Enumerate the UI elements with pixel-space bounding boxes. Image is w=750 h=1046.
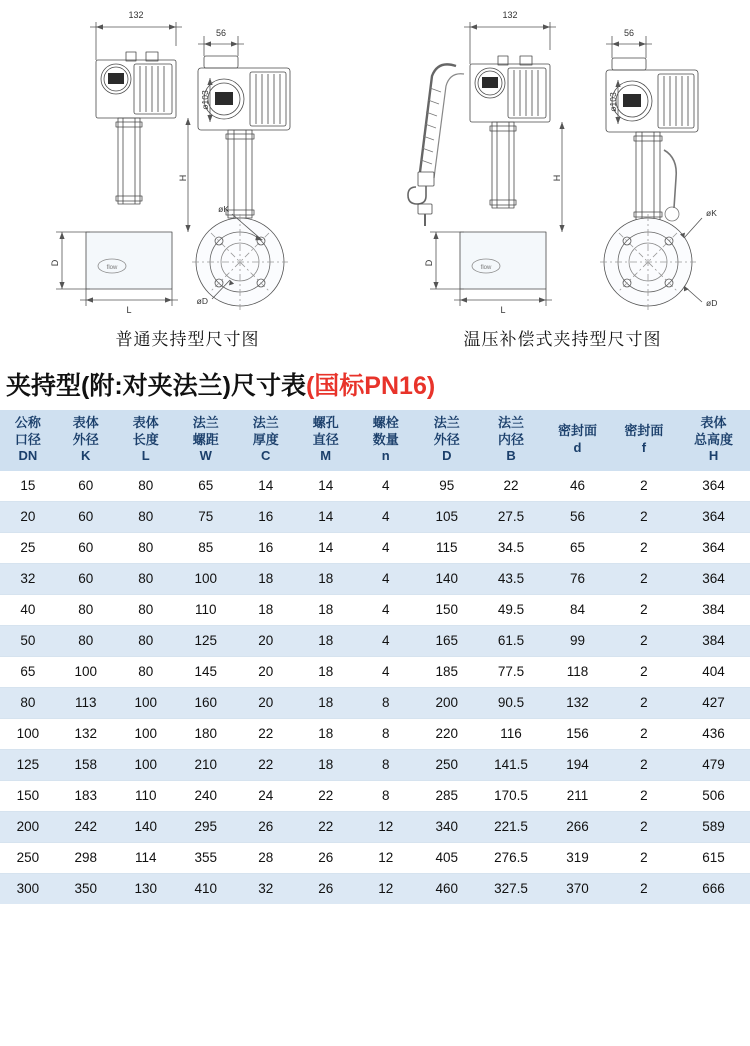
table-header-name: 螺栓 (372, 415, 399, 430)
table-cell: 95 (416, 471, 478, 502)
drawing-right-side-view (408, 10, 717, 315)
table-header-name: 外径 (433, 431, 460, 447)
dimension-table (0, 410, 750, 904)
table-cell: 80 (116, 656, 176, 687)
table-cell: 140 (416, 563, 478, 594)
table-header-name: 法兰 (433, 415, 460, 430)
table-header-name: 法兰 (192, 415, 219, 430)
drawing-captions (0, 325, 750, 350)
table-cell: 80 (116, 532, 176, 563)
table-cell: 165 (416, 625, 478, 656)
table-cell: 80 (116, 594, 176, 625)
table-header-cell (611, 410, 677, 471)
dim-left-D: D (50, 259, 60, 267)
table-header-cell (356, 410, 416, 471)
table-header-symbol: B (506, 448, 516, 464)
table-cell: 384 (677, 625, 750, 656)
table-cell: 22 (236, 749, 296, 780)
table-cell: 110 (116, 780, 176, 811)
table-cell: 220 (416, 718, 478, 749)
page-title-accent: (国标PN16) (305, 372, 436, 400)
table-cell: 22 (478, 471, 544, 502)
table-header-name: 口径 (14, 431, 41, 447)
table-cell: 350 (56, 873, 116, 904)
table-cell: 2 (611, 501, 677, 532)
table-cell: 100 (0, 718, 56, 749)
table-cell: 18 (296, 656, 356, 687)
table-cell: 80 (116, 471, 176, 502)
table-cell: 2 (611, 842, 677, 873)
table-cell: 460 (416, 873, 478, 904)
table-header-name: 法兰 (498, 415, 525, 430)
table-cell: 319 (544, 842, 610, 873)
dim-right-oD: øD (706, 298, 718, 308)
flow-logo-right: flow (480, 265, 492, 271)
table-cell: 118 (544, 656, 610, 687)
table-cell: 4 (356, 563, 416, 594)
table-cell: 615 (677, 842, 750, 873)
table-cell: 160 (176, 687, 236, 718)
dimension-drawings (0, 0, 750, 360)
table-cell: 2 (611, 780, 677, 811)
table-cell: 180 (176, 718, 236, 749)
table-cell: 2 (611, 563, 677, 594)
table-cell: 32 (236, 873, 296, 904)
table-header-name: 数量 (372, 431, 399, 447)
table-cell: 125 (176, 625, 236, 656)
table-cell: 285 (416, 780, 478, 811)
table-header-name: 内径 (498, 431, 525, 447)
dim-left-56: 56 (215, 28, 227, 38)
table-cell: 266 (544, 811, 610, 842)
table-header-symbol: D (442, 448, 452, 464)
table-cell: 14 (296, 532, 356, 563)
table-cell: 8 (356, 780, 416, 811)
drawing-canvas (0, 0, 750, 325)
table-cell: 364 (677, 532, 750, 563)
table-cell: 8 (356, 687, 416, 718)
table-header-name: 密封面 (624, 423, 664, 439)
table-header-symbol: H (708, 448, 719, 464)
table-header-name: 外径 (72, 431, 99, 447)
table-cell: 14 (236, 471, 296, 502)
table-cell: 150 (0, 780, 56, 811)
table-cell: 158 (56, 749, 116, 780)
table-cell: 56 (544, 501, 610, 532)
table-cell: 666 (677, 873, 750, 904)
table-cell: 113 (56, 687, 116, 718)
table-cell: 14 (296, 501, 356, 532)
table-cell: 2 (611, 625, 677, 656)
table-cell: 370 (544, 873, 610, 904)
table-cell: 27.5 (478, 501, 544, 532)
table-cell: 18 (296, 749, 356, 780)
dim-right-132: 132 (502, 10, 518, 20)
table-cell: 2 (611, 687, 677, 718)
table-header-cell (677, 410, 750, 471)
table-cell: 221.5 (478, 811, 544, 842)
table-row (0, 501, 750, 532)
dim-right-o103: ø103 (608, 92, 618, 112)
table-cell: 60 (56, 471, 116, 502)
table-row (0, 842, 750, 873)
table-cell: 589 (677, 811, 750, 842)
table-cell: 156 (544, 718, 610, 749)
table-cell: 50 (0, 625, 56, 656)
table-row (0, 687, 750, 718)
table-cell: 364 (677, 501, 750, 532)
table-cell: 18 (296, 718, 356, 749)
table-cell: 14 (296, 471, 356, 502)
table-header-symbol: W (199, 448, 212, 464)
table-cell: 145 (176, 656, 236, 687)
table-cell: 141.5 (478, 749, 544, 780)
table-header-name: 公称 (14, 415, 41, 430)
table-cell: 276.5 (478, 842, 544, 873)
table-cell: 18 (296, 687, 356, 718)
table-cell: 80 (116, 563, 176, 594)
table-cell: 26 (296, 842, 356, 873)
table-cell: 32 (0, 563, 56, 594)
table-cell: 2 (611, 656, 677, 687)
table-cell: 100 (116, 687, 176, 718)
table-cell: 80 (56, 594, 116, 625)
table-header-name: 总高度 (694, 431, 734, 447)
drawing-left-side-view (50, 10, 290, 315)
table-cell: 240 (176, 780, 236, 811)
table-row (0, 625, 750, 656)
table-cell: 427 (677, 687, 750, 718)
table-header-cell (176, 410, 236, 471)
table-cell: 90.5 (478, 687, 544, 718)
table-header-symbol: M (320, 448, 332, 464)
table-header-name: 密封面 (557, 423, 597, 439)
table-header-symbol: K (81, 448, 91, 464)
table-header-symbol: DN (18, 448, 38, 464)
table-header-row (0, 410, 750, 471)
table-cell: 300 (0, 873, 56, 904)
caption-left: 普通夹持型尺寸图 (115, 330, 260, 349)
table-cell: 2 (611, 811, 677, 842)
table-cell: 80 (116, 501, 176, 532)
table-cell: 2 (611, 471, 677, 502)
table-cell: 4 (356, 471, 416, 502)
table-cell: 80 (116, 625, 176, 656)
table-cell: 185 (416, 656, 478, 687)
table-cell: 132 (56, 718, 116, 749)
dim-right-D: D (424, 259, 434, 267)
table-cell: 4 (356, 594, 416, 625)
table-cell: 43.5 (478, 563, 544, 594)
table-cell: 22 (236, 718, 296, 749)
table-header-symbol: n (381, 448, 390, 464)
table-cell: 116 (478, 718, 544, 749)
table-cell: 200 (416, 687, 478, 718)
table-cell: 8 (356, 749, 416, 780)
table-cell: 16 (236, 532, 296, 563)
table-header-cell (56, 410, 116, 471)
table-cell: 125 (0, 749, 56, 780)
table-header-cell (116, 410, 176, 471)
table-cell: 404 (677, 656, 750, 687)
table-cell: 49.5 (478, 594, 544, 625)
table-cell: 18 (236, 563, 296, 594)
table-cell: 183 (56, 780, 116, 811)
table-cell: 26 (296, 873, 356, 904)
dim-left-oD: øD (196, 296, 208, 306)
table-header-name: 表体 (132, 415, 159, 430)
table-cell: 110 (176, 594, 236, 625)
table-cell: 65 (544, 532, 610, 563)
table-cell: 295 (176, 811, 236, 842)
table-header-name: 法兰 (252, 415, 279, 430)
table-cell: 84 (544, 594, 610, 625)
table-cell: 80 (0, 687, 56, 718)
dim-right-L: L (500, 305, 506, 315)
table-cell: 2 (611, 532, 677, 563)
table-cell: 20 (236, 625, 296, 656)
table-cell: 20 (236, 656, 296, 687)
table-cell: 12 (356, 873, 416, 904)
table-cell: 65 (176, 471, 236, 502)
table-cell: 65 (0, 656, 56, 687)
dim-right-oK: øK (706, 208, 717, 218)
table-cell: 364 (677, 471, 750, 502)
table-cell: 355 (176, 842, 236, 873)
table-cell: 60 (56, 501, 116, 532)
table-cell: 24 (236, 780, 296, 811)
table-cell: 210 (176, 749, 236, 780)
table-cell: 105 (416, 501, 478, 532)
table-cell: 4 (356, 656, 416, 687)
table-header-name: 表体 (72, 415, 99, 430)
table-header (0, 410, 750, 471)
table-cell: 8 (356, 718, 416, 749)
table-cell: 2 (611, 594, 677, 625)
table-header-name: 螺孔 (312, 415, 339, 430)
table-cell: 140 (116, 811, 176, 842)
table-cell: 4 (356, 501, 416, 532)
table-cell: 60 (56, 532, 116, 563)
table-cell: 80 (56, 625, 116, 656)
table-body (0, 471, 750, 904)
table-header-symbol: f (641, 439, 647, 455)
table-header-cell (236, 410, 296, 471)
table-cell: 61.5 (478, 625, 544, 656)
table-cell: 384 (677, 594, 750, 625)
table-cell: 211 (544, 780, 610, 811)
table-row (0, 780, 750, 811)
flow-logo-left: flow (106, 265, 118, 271)
table-cell: 150 (416, 594, 478, 625)
table-cell: 4 (356, 532, 416, 563)
table-cell: 18 (236, 594, 296, 625)
table-cell: 46 (544, 471, 610, 502)
table-cell: 410 (176, 873, 236, 904)
table-cell: 40 (0, 594, 56, 625)
table-cell: 12 (356, 842, 416, 873)
table-cell: 114 (116, 842, 176, 873)
table-row (0, 718, 750, 749)
table-cell: 77.5 (478, 656, 544, 687)
table-cell: 194 (544, 749, 610, 780)
table-cell: 115 (416, 532, 478, 563)
table-cell: 22 (296, 811, 356, 842)
table-header-cell (296, 410, 356, 471)
table-header-cell (0, 410, 56, 471)
table-row (0, 594, 750, 625)
table-cell: 479 (677, 749, 750, 780)
table-cell: 12 (356, 811, 416, 842)
table-cell: 18 (296, 594, 356, 625)
table-cell: 100 (116, 749, 176, 780)
dim-right-56: 56 (623, 28, 635, 38)
table-cell: 436 (677, 718, 750, 749)
table-header-symbol: d (573, 439, 582, 455)
table-cell: 34.5 (478, 532, 544, 563)
table-header-name: 直径 (312, 431, 339, 447)
table-cell: 506 (677, 780, 750, 811)
table-cell: 2 (611, 749, 677, 780)
table-header-cell (544, 410, 610, 471)
dim-left-L: L (126, 305, 132, 315)
table-cell: 75 (176, 501, 236, 532)
dim-left-H: H (178, 174, 188, 182)
table-cell: 2 (611, 873, 677, 904)
table-header-cell (478, 410, 544, 471)
table-row (0, 811, 750, 842)
table-cell: 242 (56, 811, 116, 842)
dim-left-o103: ø103 (200, 90, 210, 110)
table-cell: 298 (56, 842, 116, 873)
table-row (0, 532, 750, 563)
table-cell: 364 (677, 563, 750, 594)
table-cell: 28 (236, 842, 296, 873)
table-cell: 100 (116, 718, 176, 749)
table-cell: 340 (416, 811, 478, 842)
caption-right: 温压补偿式夹持型尺寸图 (463, 330, 662, 349)
table-cell: 2 (611, 718, 677, 749)
table-cell: 20 (236, 687, 296, 718)
table-row (0, 873, 750, 904)
dim-left-oK: øK (218, 204, 229, 214)
table-cell: 4 (356, 625, 416, 656)
table-cell: 22 (296, 780, 356, 811)
table-cell: 26 (236, 811, 296, 842)
table-cell: 327.5 (478, 873, 544, 904)
dim-left-132: 132 (128, 10, 144, 20)
table-cell: 99 (544, 625, 610, 656)
table-cell: 200 (0, 811, 56, 842)
table-row (0, 471, 750, 502)
table-cell: 85 (176, 532, 236, 563)
page-title (0, 360, 750, 410)
table-header-name: 螺距 (192, 431, 219, 447)
table-header-symbol: C (261, 448, 271, 464)
table-cell: 405 (416, 842, 478, 873)
table-cell: 132 (544, 687, 610, 718)
table-row (0, 656, 750, 687)
table-cell: 130 (116, 873, 176, 904)
table-cell: 100 (176, 563, 236, 594)
table-cell: 25 (0, 532, 56, 563)
table-cell: 250 (416, 749, 478, 780)
table-header-name: 表体 (700, 415, 727, 430)
page-title-main: 夹持型(附:对夹法兰)尺寸表 (6, 372, 306, 400)
table-cell: 76 (544, 563, 610, 594)
table-cell: 15 (0, 471, 56, 502)
dim-right-H: H (552, 174, 562, 182)
table-cell: 18 (296, 563, 356, 594)
table-cell: 18 (296, 625, 356, 656)
table-cell: 20 (0, 501, 56, 532)
table-header-symbol: L (141, 448, 150, 464)
table-cell: 250 (0, 842, 56, 873)
table-header-cell (416, 410, 478, 471)
table-row (0, 563, 750, 594)
table-header-name: 厚度 (252, 431, 279, 447)
table-cell: 16 (236, 501, 296, 532)
table-row (0, 749, 750, 780)
table-header-name: 长度 (132, 431, 159, 447)
table-cell: 60 (56, 563, 116, 594)
table-cell: 170.5 (478, 780, 544, 811)
table-cell: 100 (56, 656, 116, 687)
